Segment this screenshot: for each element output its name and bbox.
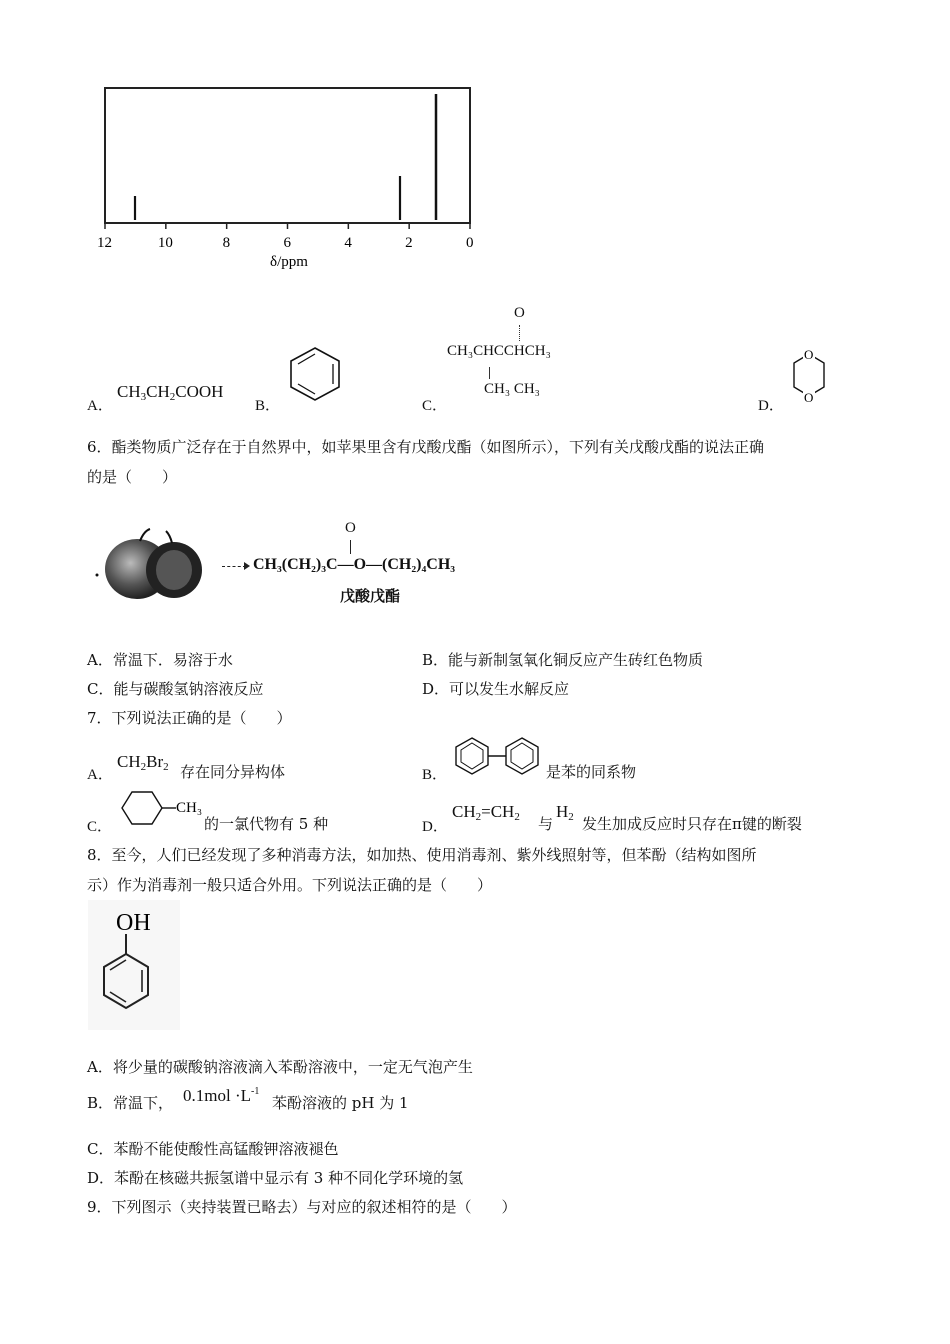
nmr-xlabel: δ/ppm: [270, 254, 308, 270]
c-main-chain: CH₃CHCCHCH₃: [447, 343, 551, 359]
ester-formula: CH₃(CH₂)₃C—O—(CH₂)₄CH₃: [253, 556, 456, 573]
nmr-tick-label: 6: [283, 235, 291, 251]
dioxane-ring-icon: [785, 345, 833, 407]
q5-option-b-letter: B．: [255, 398, 281, 414]
nmr-tick-label: 8: [222, 235, 231, 251]
q8-option-d: D．苯酚在核磁共振氢谱中显示有 3 种不同化学环境的氢: [87, 1169, 464, 1187]
q5-option-a-formula: $CH_3CH_2COOH$: [117, 382, 224, 403]
q8-option-c: C．苯酚不能使酸性高锰酸钾溶液褪色: [87, 1140, 339, 1158]
arrow-head-icon: [244, 562, 250, 570]
q7-option-a-letter: A．: [87, 767, 113, 783]
q6-stem-line2: 的是（ ）: [87, 468, 178, 486]
q7-option-d-letter: D．: [422, 819, 448, 835]
nmr-tick-label: 2: [405, 235, 413, 251]
q5-option-c-structure: [447, 305, 597, 405]
ester-carbonyl-bond: [350, 540, 352, 554]
q7-option-c-text: 的一氯代物有 5 种: [204, 815, 329, 833]
q5-option-d-letter: D．: [758, 398, 784, 414]
apple-image-icon: [92, 527, 222, 607]
q7-option-b-letter: B．: [422, 767, 448, 783]
q8-option-b-formula: $0.1mol \cdot L^{-1}$: [183, 1086, 260, 1105]
carbonyl-bond: [519, 325, 521, 341]
q8-stem-line2: 示）作为消毒剂一般只适合外用。下列说法正确的是（ ）: [87, 876, 493, 894]
nmr-tick-label: 12: [97, 235, 112, 251]
q7-option-c-letter: C．: [87, 819, 113, 835]
q7-option-a-formula: $CH_2Br_2$: [117, 752, 169, 773]
q7-option-d-text: 发生加成反应时只存在π键的断裂: [582, 815, 802, 833]
q7-option-b-text: 是苯的同系物: [546, 763, 637, 781]
q8-option-b-post: 苯酚溶液的 pH 为 1: [272, 1094, 409, 1112]
q7-stem: 7．下列说法正确的是（ ）: [87, 709, 292, 727]
carbonyl-oxygen: O: [514, 305, 525, 321]
nmr-tick-label: 10: [157, 235, 173, 251]
q6-option-b: B．能与新制氢氧化铜反应产生砖红色物质: [422, 651, 704, 669]
benzene-ring-icon: [285, 345, 345, 403]
q7-option-a-text: 存在同分异构体: [180, 763, 286, 781]
q8-option-a: A．将少量的碳酸钠溶液滴入苯酚溶液中，一定无气泡产生: [87, 1058, 473, 1076]
biphenyl-icon: [450, 735, 546, 775]
ester-carbonyl-o: O: [345, 520, 356, 536]
q9-stem: 9．下列图示（夹持装置已略去）与对应的叙述相符的是（ ）: [87, 1198, 517, 1216]
nmr-spectrum: [85, 80, 485, 275]
q7-option-d-mid: 与: [538, 815, 554, 833]
q7-option-d-ethylene: $CH_2=CH_2$: [452, 802, 520, 823]
methylcyclohexane-icon: [112, 790, 202, 828]
dioxane-o-top: O: [804, 347, 814, 362]
nmr-frame: [105, 88, 470, 223]
nmr-tick-label: 4: [344, 235, 352, 251]
q6-option-a: A．常温下．易溶于水: [87, 651, 233, 669]
q6-option-d: D．可以发生水解反应: [422, 680, 570, 698]
ester-caption: 戊酸戊酯: [340, 587, 401, 605]
q6-option-c: C．能与碳酸氢钠溶液反应: [87, 680, 264, 698]
q6-stem-line1: 6．酯类物质广泛存在于自然界中，如苹果里含有戊酸戊酯（如图所示），下列有关戊酸戊酯的说法正确: [87, 438, 765, 456]
c-branches: CH₃ CH₃: [484, 381, 540, 397]
phenol-structure-icon: [88, 900, 180, 1030]
dioxane-o-bottom: O: [804, 390, 814, 405]
q7-option-d-hydrogen: $H_2$: [556, 802, 574, 823]
phenol-oh-label: OH: [116, 910, 151, 936]
methyl-label: CH₃: [176, 800, 202, 816]
nmr-tick-label: 0: [466, 235, 474, 251]
branch-bond: [489, 367, 491, 379]
q8-stem-line1: 8．至今，人们已经发现了多种消毒方法，如加热、使用消毒剂、紫外线照射等，但苯酚（结构如图所: [87, 846, 757, 864]
q5-option-c-letter: C．: [422, 398, 448, 414]
arrow-line: [222, 566, 246, 567]
q8-option-b-pre: B．常温下，: [87, 1094, 174, 1112]
q5-option-a-letter: A．: [87, 398, 113, 414]
